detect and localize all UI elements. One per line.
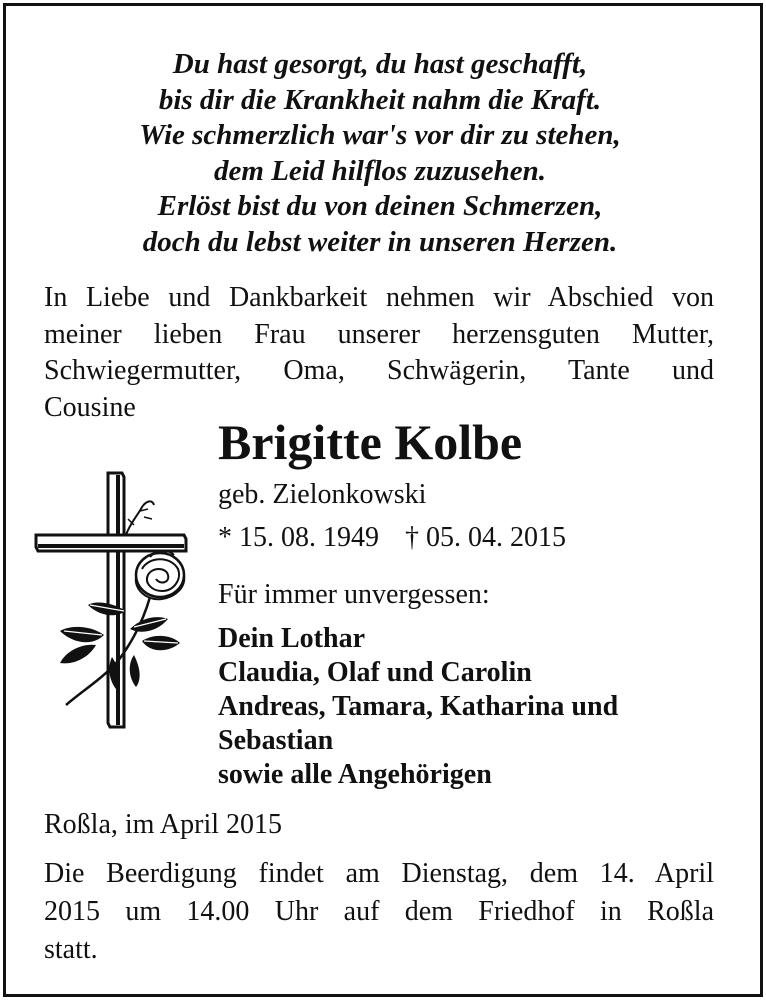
farewell-line: In Liebe und Dankbarkeit nehmen wir Abschied von: [44, 282, 714, 313]
birth-date: * 15. 08. 1949: [218, 522, 379, 553]
mourner-line: Claudia, Olaf und Carolin: [218, 657, 532, 688]
death-date: † 05. 04. 2015: [405, 522, 566, 553]
poem-line: bis dir die Krankheit nahm die Kraft.: [158, 83, 602, 116]
funeral-line: Die Beerdigung findet am Dienstag, dem 14. April: [44, 858, 714, 889]
birth-name: geb. Zielonkowski: [218, 479, 427, 510]
mourner-line: Sebastian: [218, 725, 334, 756]
farewell-text: [44, 280, 714, 426]
life-dates: [218, 521, 566, 555]
poem-line: Wie schmerzlich war's vor dir zu stehen,: [139, 119, 621, 151]
poem-line: Du hast gesorgt, du hast geschafft,: [172, 48, 588, 80]
poem-line: Erlöst bist du von deinen Schmerzen,: [157, 190, 603, 222]
memorial-poem: [40, 47, 720, 260]
deceased-name: Brigitte Kolbe: [218, 414, 523, 470]
place-and-date: Roßla, im April 2015: [44, 809, 282, 840]
funeral-line: 2015 um 14.00 Uhr auf dem Friedhof in Roßla: [44, 896, 714, 927]
poem-line: dem Leid hilflos zuzusehen.: [214, 154, 546, 187]
remembrance-line: Für immer unvergessen:: [218, 579, 490, 610]
poem-line: doch du lebst weiter in unseren Herzen.: [142, 225, 618, 258]
funeral-line: statt.: [44, 934, 98, 965]
mourners-list: [218, 622, 618, 792]
cross-with-rose-icon: [30, 465, 200, 735]
funeral-notice: [44, 855, 714, 969]
farewell-line: Cousine: [44, 391, 136, 423]
farewell-line: meiner lieben Frau unserer herzensguten Mutter,: [44, 318, 714, 350]
mourner-line: Dein Lothar: [218, 623, 365, 654]
mourner-line: Andreas, Tamara, Katharina und: [218, 691, 619, 722]
farewell-line: Schwiegermutter, Oma, Schwägerin, Tante und: [44, 355, 714, 386]
mourner-line: sowie alle Angehörigen: [218, 759, 492, 790]
